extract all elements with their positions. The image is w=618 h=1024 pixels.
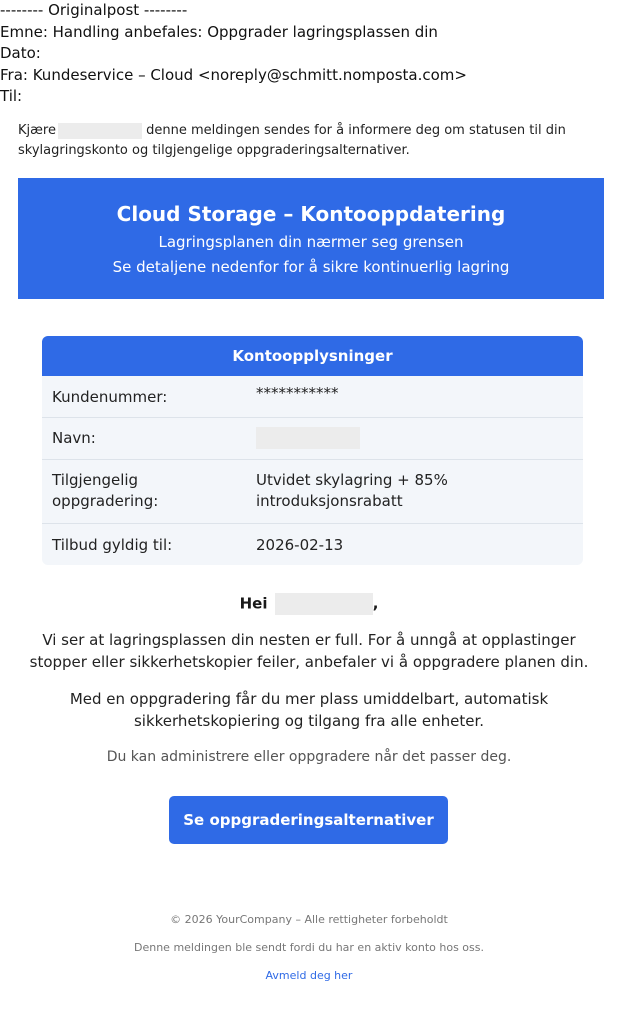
row-value: Utvidet skylagring + 85% introduksjonsrabatt xyxy=(256,471,448,510)
row-customer-number xyxy=(42,376,583,418)
from-line: Fra: Kundeservice – Cloud <noreply@schmitt.nomposta.com> xyxy=(0,65,467,84)
redacted-greeting-name xyxy=(275,593,373,615)
subject-line: Emne: Handling anbefales: Oppgrader lagringsplassen din xyxy=(0,22,438,41)
greeting-hello: Hei xyxy=(239,594,268,613)
banner-title: Cloud Storage – Kontooppdatering xyxy=(116,202,506,226)
row-label: Tilgjengelig oppgradering: xyxy=(52,471,159,510)
footer-reason: Denne meldingen ble sendt fordi du har en aktiv konto hos oss. xyxy=(134,941,484,954)
row-value: *********** xyxy=(256,384,339,402)
intro-paragraph xyxy=(18,121,600,160)
intro-greeting: Kjære xyxy=(18,123,56,138)
redacted-name xyxy=(58,123,142,139)
row-name xyxy=(42,418,583,460)
footer-unsubscribe xyxy=(0,969,618,982)
unsubscribe-link[interactable]: Avmeld deg her xyxy=(265,969,353,982)
greeting xyxy=(0,593,618,615)
row-valid-until xyxy=(42,524,583,565)
row-value xyxy=(256,427,576,449)
banner xyxy=(18,178,604,299)
body-paragraph-1: Vi ser at lagringsplassen din nesten er full. For å unngå at opplastinger stopper eller sikkerhetskopier feiler, anbefaler vi å oppgradere planen din. xyxy=(29,631,589,671)
body-paragraph-2: Med en oppgradering får du mer plass umiddelbart, automatisk sikkerhetskopiering og tilgang fra alle enheter. xyxy=(69,690,549,730)
row-upgrade xyxy=(42,460,583,524)
footer-copyright: © 2026 YourCompany – Alle rettigheter forbeholdt xyxy=(170,913,448,926)
account-card-title: Kontoopplysninger xyxy=(42,336,583,376)
row-label: Tilbud gyldig til: xyxy=(52,536,173,554)
body-paragraph-3: Du kan administrere eller oppgradere når det passer deg. xyxy=(106,749,512,765)
to-line: Til: xyxy=(0,87,23,105)
account-card xyxy=(42,336,583,565)
row-value: 2026-02-13 xyxy=(256,536,344,554)
forward-header xyxy=(0,0,467,108)
redacted-name-value xyxy=(256,427,360,449)
forward-separator: -------- Originalpost -------- xyxy=(0,1,188,19)
row-label: Navn: xyxy=(52,429,96,447)
banner-line-1: Lagringsplanen din nærmer seg grensen xyxy=(158,233,464,251)
greeting-comma: , xyxy=(372,594,379,613)
row-label: Kundenummer: xyxy=(52,388,168,406)
intro-text: denne meldingen sendes for å informere deg om statusen til din skylagringskonto og tilgjengelige oppgraderingsalternativer. xyxy=(18,123,566,158)
date-line: Dato: xyxy=(0,44,41,62)
banner-line-2: Se detaljene nedenfor for å sikre kontinuerlig lagring xyxy=(112,258,510,276)
upgrade-options-button[interactable]: Se oppgraderingsalternativer xyxy=(169,796,448,844)
